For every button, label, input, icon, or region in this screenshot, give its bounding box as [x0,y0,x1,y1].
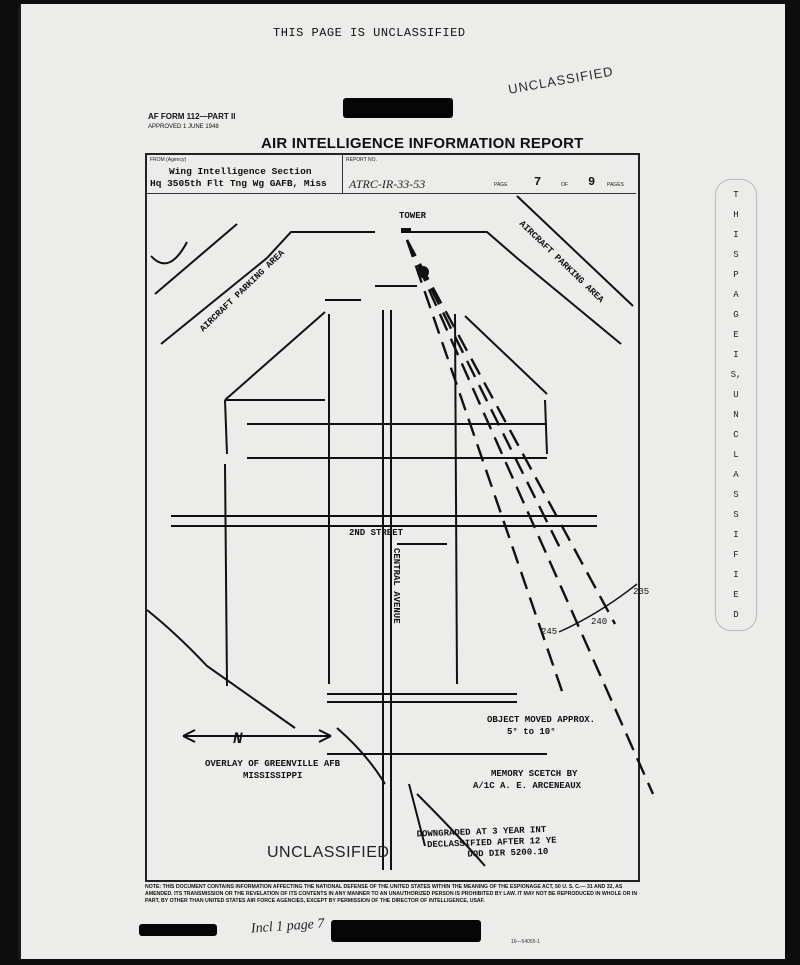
side-banner-letter: S [733,490,739,500]
side-banner-letter: E [733,590,739,600]
side-banner-letter: U [733,390,739,400]
side-banner-letter: C [733,430,739,440]
of-label: OF [561,182,568,188]
form-id-label: AF FORM 112—PART II [148,112,236,121]
side-banner-letter: L [733,450,739,460]
cell-divider [342,155,343,193]
page-value: 7 [534,175,542,189]
from-line-2: Hq 3505th Flt Tng Wg GAFB, Miss [150,178,327,189]
map-sketch [147,194,650,876]
form-identifier [148,112,235,132]
side-banner-letter: H [733,210,739,220]
report-title: AIR INTELLIGENCE INFORMATION REPORT [261,135,584,152]
report-number: ATRC-IR-33-53 [349,177,426,191]
memory-sketch-line-2: A/1C A. E. ARCENEAUX [473,781,582,791]
side-banner-letter: F [733,550,739,560]
tower-label: TOWER [399,211,427,221]
redaction-bar-footer-right [331,920,481,942]
overlay-line-2: MISSISSIPPI [243,771,303,781]
side-banner-letter: S [733,250,739,260]
tower-marker [401,228,411,233]
side-banner-letter: I [733,530,739,540]
object-note-line-1: OBJECT MOVED APPROX. [487,715,596,725]
angle-245: 245 [541,627,558,637]
from-line-1: Wing Intelligence Section [169,166,312,177]
side-banner-letter: I [733,570,739,580]
unclassified-stamp-bottom: UNCLASSIFIED [267,844,390,861]
side-banner-letter: P [733,270,739,280]
object-dot [417,266,429,278]
side-banner-letter: A [733,290,739,300]
side-banner-letter: A [733,470,739,480]
side-banner-letter: D [733,610,739,620]
espionage-notice: NOTE: THIS DOCUMENT CONTAINS INFORMATION AFFECTING THE NATIONAL DEFENSE OF THE UNITED STATES WITHIN THE MEANING OF THE ESPIONAGE ACT, 50 U. S. C.— 31 AND 32, AS AMENDED. ITS TRANSMISSION OR THE REVELATION OF ITS CONTENTS IN ANY MANNER TO AN UNAUTHORIZED PERSON IS PROHIBITED BY LAW. IT MAY NOT BE REPRODUCED IN WHOLE OR IN PART, BY OTHER THAN UNITED STATES AIR FORCE AGENCIES, EXCEPT BY PERMISSION OF THE DIRECTOR OF INTELLIGENCE, USAF. [145,884,638,904]
side-banner-letter: I [733,230,739,240]
downgrade-line-1: DOWNGRADED AT 3 YEAR INT [416,824,547,840]
side-banner-letter: E [733,330,739,340]
avenue-label: CENTRAL AVENUE [391,548,401,624]
parking-area-right: AIRCRAFT PARKING AREA [516,218,606,305]
angle-240: 240 [591,617,608,627]
of-value: 9 [588,175,596,189]
object-note-line-2: 5° to 10° [507,727,556,737]
pages-label: PAGES [607,182,624,188]
side-classification-banner [715,179,757,631]
document-page [18,4,785,959]
report-no-label: REPORT NO. [346,157,377,163]
angle-235: 235 [633,587,650,597]
page-label: PAGE [494,182,508,188]
redaction-bar [343,98,453,118]
form-header-row [147,155,636,194]
unclassified-stamp-top: UNCLASSIFIED [507,63,615,97]
north-label: N [233,730,243,748]
handwritten-enclosure: Incl 1 page 7 [250,916,325,937]
side-banner-letter: T [733,190,739,200]
downgrade-line-2: DECLASSIFIED AFTER 12 YE [426,835,557,851]
parking-area-left: AIRCRAFT PARKING AREA [198,248,287,335]
form-number: 16—54055-1 [511,939,540,945]
street-label: 2ND STREET [349,528,404,538]
form-approved-date: APPROVED 1 JUNE 1948 [148,124,219,130]
top-classification-banner: THIS PAGE IS UNCLASSIFIED [273,26,466,40]
side-banner-letter: S, [730,370,742,380]
from-label: FROM (Agency) [150,157,187,163]
side-banner-letter: I [733,350,739,360]
overlay-line-1: OVERLAY OF GREENVILLE AFB [205,759,341,769]
side-banner-letter: N [733,410,739,420]
downgrade-stamp [416,825,557,863]
side-banner-letter: S [733,510,739,520]
side-banner-letter: G [733,310,739,320]
downgrade-line-3: DOD DIR 5200.10 [467,846,549,860]
memory-sketch-line-1: MEMORY SCETCH BY [491,769,578,779]
redaction-bar-footer-left [139,924,217,936]
